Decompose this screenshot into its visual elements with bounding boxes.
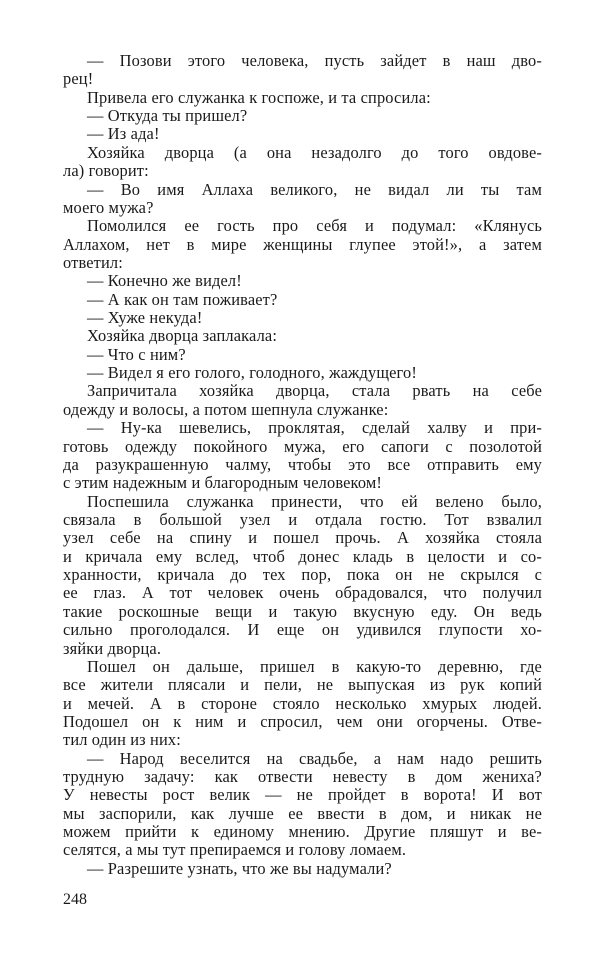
text-line: — Откуда ты пришел? — [87, 106, 248, 126]
text-line: — Позови этого человека, пусть зайдет в наш дво- — [87, 51, 542, 70]
text-line: хранности, кричала до тех пор, пока он не скрылся с — [63, 565, 542, 585]
text-line: — Народ веселится на свадьбе, а нам надо решить — [87, 748, 542, 768]
text-line: ла) говорит: — [63, 161, 149, 181]
text-line: селятся, а мы тут препираемся и голову ломаем. — [63, 840, 407, 860]
text-line: Поспешила служанка принести, что ей велено было, — [87, 491, 542, 511]
text-line: можем прийти к единому мнению. Другие пляшут и ве- — [63, 822, 542, 842]
text-line: и мечей. А в стороне стояло несколько хмурых людей. — [63, 693, 542, 713]
text-line: зяйки дворца. — [63, 638, 162, 658]
text-line: У невесты рост велик — не пройдет в ворота! И вот — [63, 785, 542, 805]
text-line: рец! — [63, 69, 94, 89]
text-line: трудную задачу: как отвести невесту в дом жениха? — [63, 767, 542, 787]
text-line: Запричитала хозяйка дворца, стала рвать на себе — [87, 381, 542, 401]
text-line: узел себе на спину и пошел прочь. А хозяйка стояла — [63, 528, 542, 548]
page-text — [63, 52, 542, 878]
text-line: ответил: — [63, 252, 123, 272]
text-line: — Видел я его голого, голодного, жаждущего! — [87, 363, 417, 383]
text-line: — Разрешите узнать, что же вы надумали? — [87, 858, 392, 878]
text-line: да разукрашенную чалму, чтобы это все отправить ему — [63, 454, 542, 474]
text-line: готовь одежду покойного мужа, его сапоги с позолотой — [63, 436, 542, 456]
text-line: Хозяйка дворца (а она незадолго до того овдове- — [87, 142, 542, 162]
text-line: Пошел он дальше, пришел в какую-то деревню, где — [87, 656, 542, 676]
text-line: Помолился ее гость про себя и подумал: «Клянусь — [87, 216, 542, 236]
text-line: — Ну-ка шевелись, проклятая, сделай халву и при- — [87, 418, 542, 438]
text-line: — Во имя Аллаха великого, не видал ли ты там — [87, 179, 542, 199]
text-line: тил один из них: — [63, 730, 181, 750]
text-line: одежду и волосы, а потом шепнула служанке: — [63, 399, 389, 419]
text-line: такие роскошные вещи и такую вкусную еду. Он ведь — [63, 601, 542, 621]
text-line: — Из ада! — [87, 124, 160, 144]
text-line: сильно проголодался. И еще он удивился глупости хо- — [63, 620, 542, 640]
text-line: Привела его служанка к госпоже, и та спросила: — [87, 87, 431, 107]
text-line: мы заспорили, как лучше ее ввести в дом, и никак не — [63, 803, 542, 823]
text-line: — Хуже некуда! — [87, 308, 203, 328]
text-line: — Конечно же видел! — [87, 271, 242, 291]
text-line: Подошел он к ним и спросил, чем они огорчены. Отве- — [63, 711, 542, 731]
text-line: моего мужа? — [63, 197, 154, 217]
text-line: Аллахом, нет в мире женщины глупее этой!», а затем — [63, 234, 542, 254]
text-line: с этим надежным и благородным человеком! — [63, 473, 382, 493]
text-line: — А как он там поживает? — [87, 289, 278, 309]
text-line: — Что с ним? — [87, 344, 186, 364]
text-line: и кричала ему вслед, чтоб донес кладь в целости и со- — [63, 546, 542, 566]
text-line: связала в большой узел и отдала гостю. Тот взвалил — [63, 509, 542, 529]
page-number: 248 — [63, 891, 87, 908]
text-line: все жители плясали и пели, не выпуская из рук копий — [63, 675, 542, 695]
text-line: ее глаз. А тот человек очень обрадовался, что получил — [63, 583, 542, 603]
text-line: Хозяйка дворца заплакала: — [87, 326, 278, 346]
